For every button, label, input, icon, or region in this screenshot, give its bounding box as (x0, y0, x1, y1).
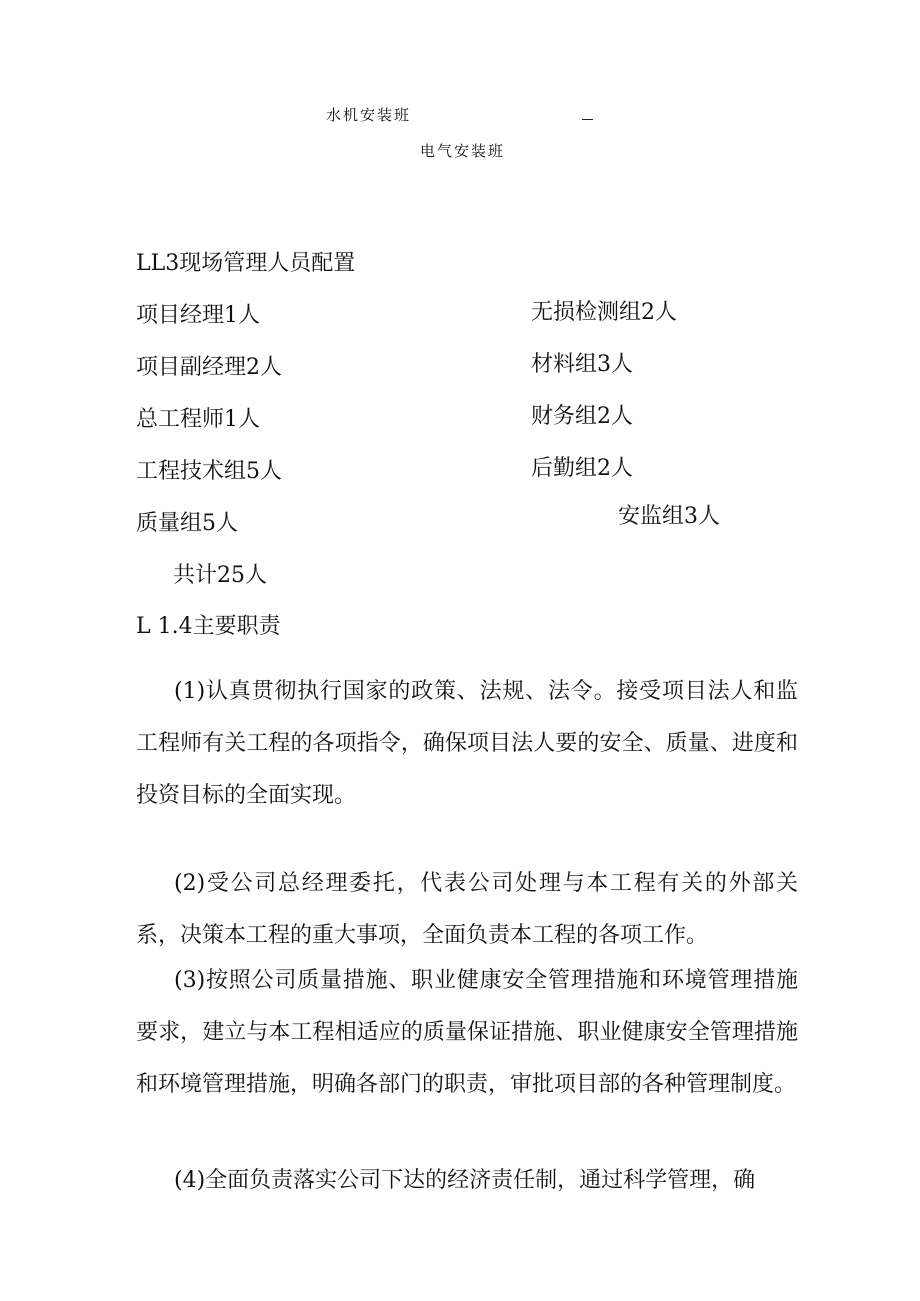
responsibility-paragraph-1: (1)认真贯彻执行国家的政策、法规、法令。接受项目法人和监工程师有关工程的各项指令，确保项目法人要的安全、质量、进度和投资目标的全面实现。 (136, 679, 798, 808)
staff-item: 财务组2人 (531, 404, 633, 429)
staff-item: 总工程师1人 (136, 407, 260, 432)
electrical-team-label: 电气安装班 (420, 142, 506, 160)
staff-item-cropped (618, 504, 748, 529)
staff-item: 项目经理1人 (136, 303, 260, 328)
responsibility-paragraph-3: (3)按照公司质量措施、职业健康安全管理措施和环境管理措施要求，建立与本工程相适应的质量保证措施、职业健康安全管理措施和环境管理措施，明确各部门的职责，审批项目部的各种管理制度。 (136, 968, 798, 1097)
staff-item: 质量组5人 (136, 511, 238, 536)
water-machine-team-label: 水机安装班 (326, 106, 412, 124)
staff-item: 安监组3人 (618, 504, 720, 529)
section-heading-1-1-4: L 1.4主要职责 (136, 614, 281, 639)
staff-item: 后勤组2人 (531, 456, 633, 481)
staff-item: 材料组3人 (531, 352, 633, 377)
staff-item: 无损检测组2人 (531, 300, 677, 325)
responsibility-paragraph-4: (4)全面负责落实公司下达的经济责任制，通过科学管理，确 (174, 1168, 756, 1193)
responsibility-paragraph-2: (2)受公司总经理委托，代表公司处理与本工程有关的外部关系，决策本工程的重大事项，全面负责本工程的各项工作。 (136, 871, 798, 948)
staff-item: 项目副经理2人 (136, 355, 282, 380)
section-heading-1-1-3: LL3现场管理人员配置 (136, 251, 356, 276)
staff-item: 工程技术组5人 (136, 459, 282, 484)
divider-dash (582, 119, 593, 120)
staff-total: 共计25人 (173, 563, 267, 588)
